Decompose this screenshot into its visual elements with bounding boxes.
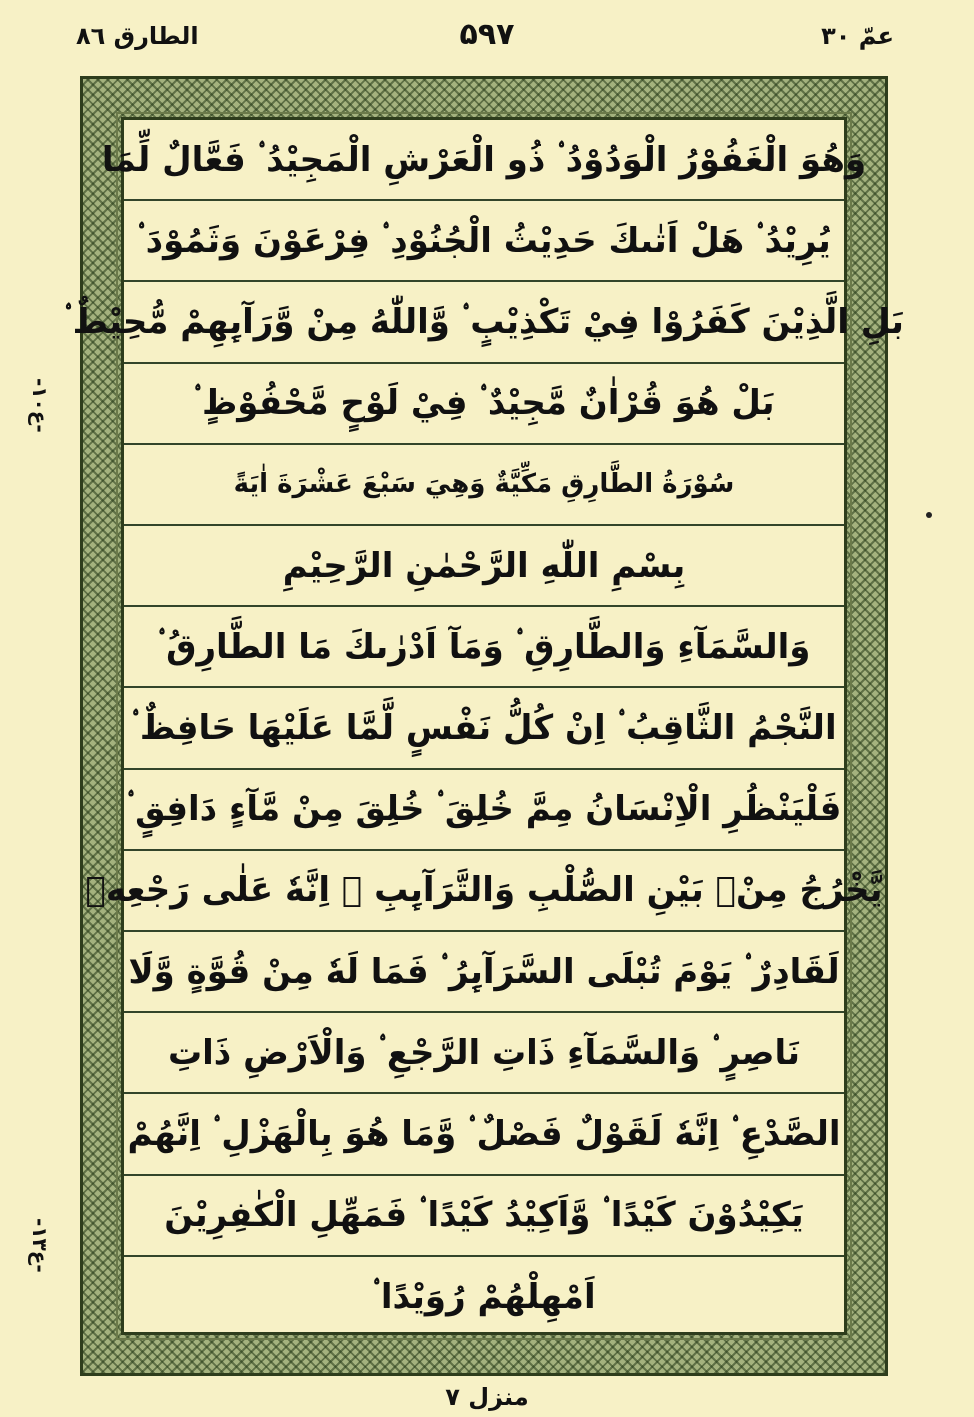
verse-line: النَّجْمُ الثَّاقِبُ ۟ اِنْ كُلُّ نَفْسٍ لَّمَّا عَلَيْهَا حَافِظٌ ۟ — [124, 688, 844, 769]
verse-line: بَلِ الَّذِيْنَ كَفَرُوْا فِيْ تَكْذِيْبٍ ۟ وَّاللّٰهُ مِنْ وَّرَآىِٕهِمْ مُّحِيْطٌ ۟ — [124, 282, 844, 363]
page-number: ۵۹۷ — [459, 17, 515, 52]
page-header-surah: الطارق ٨٦ — [76, 22, 199, 50]
verse-line: يَّخْرُجُ مِنْۢ بَيْنِ الصُّلْبِ وَالتَّرَآىِٕبِ ۟ اِنَّهٗ عَلٰى رَجْعِهٖ — [124, 851, 844, 932]
surah-title: سُوْرَةُ الطَّارِقِ مَكِّيَّةٌ وَهِيَ سَبْعَ عَشْرَةَ اٰيَةً — [124, 445, 844, 526]
verse-line: يُرِيْدُ ۟ هَلْ اَتٰىكَ حَدِيْثُ الْجُنُوْدِ ۟ فِرْعَوْنَ وَثَمُوْدَ ۟ — [124, 201, 844, 282]
verse-line: الصَّدْعِ ۟ اِنَّهٗ لَقَوْلٌ فَصْلٌ ۟ وَّمَا هُوَ بِالْهَزْلِ ۟ اِنَّهُمْ — [124, 1094, 844, 1175]
verse-line: فَلْيَنْظُرِ الْاِنْسَانُ مِمَّ خُلِقَ ۟ خُلِقَ مِنْ مَّآءٍ دَافِقٍ ۟ — [124, 770, 844, 851]
verse-line: وَهُوَ الْغَفُوْرُ الْوَدُوْدُ ۟ ذُو الْعَرْشِ الْمَجِيْدُ ۟ فَعَّالٌ لِّمَا — [124, 120, 844, 201]
verse-line: بَلْ هُوَ قُرْاٰنٌ مَّجِيْدٌ ۟ فِيْ لَوْحٍ مَّحْفُوْظٍ ۟ — [124, 364, 844, 445]
verse-lines — [64, 120, 904, 1332]
margin-dot — [926, 512, 932, 518]
ruku-marker-bottom: -ع١٣- — [28, 1217, 52, 1273]
verse-line: اَمْهِلْهُمْ رُوَيْدًا ۟ — [372, 1277, 596, 1318]
verse-line: لَقَادِرٌ ۟ يَوْمَ تُبْلَى السَّرَآىِٕرُ ۟ فَمَا لَهٗ مِنْ قُوَّةٍ وَّلَا — [124, 932, 844, 1013]
page-header-juz: عمّ ٣٠ — [821, 22, 894, 50]
manzil-footer: منزل ٧ — [445, 1383, 529, 1411]
verse-line: نَاصِرٍ ۟ وَالسَّمَآءِ ذَاتِ الرَّجْعِ ۟ وَالْاَرْضِ ذَاتِ — [124, 1013, 844, 1094]
bismillah: بِسْمِ اللّٰهِ الرَّحْمٰنِ الرَّحِيْمِ — [124, 526, 844, 607]
ornamental-border — [64, 76, 904, 1376]
verse-line: يَكِيْدُوْنَ كَيْدًا ۟ وَّاَكِيْدُ كَيْدًا ۟ فَمَهِّلِ الْكٰفِرِيْنَ — [124, 1176, 844, 1257]
text-panel — [64, 117, 904, 1335]
ruku-marker-top: -ع١٠- — [28, 377, 52, 433]
verse-line: وَالسَّمَآءِ وَالطَّارِقِ ۟ وَمَآ اَدْرٰىكَ مَا الطَّارِقُ ۟ — [124, 607, 844, 688]
